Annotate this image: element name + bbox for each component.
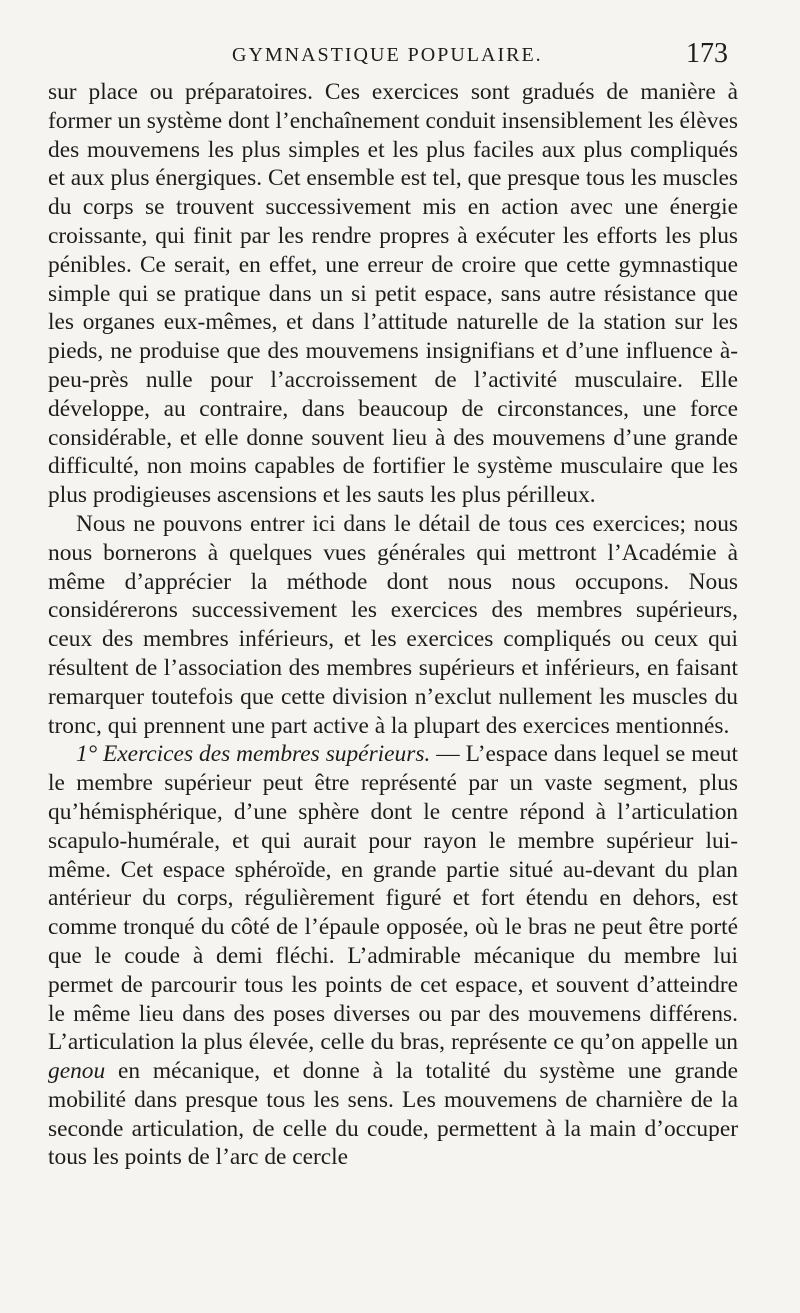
body-text [48, 78, 738, 1172]
emphasized-word: genou [48, 1058, 106, 1085]
paragraph-3-part-b: en mécanique, et donne à la totalité du système une grande mobilité dans presque tous les sens. Les mouvemens de charnière de la seconde articulation, de celle du coude, permettent à la main d’occuper tous les points de l’arc de cercle [48, 1058, 738, 1171]
page-header [0, 38, 800, 68]
paragraph-1: sur place ou préparatoires. Ces exercices sont gradués de manière à former un système dont l’enchaînement conduit insensiblement les élèves des mouvemens les plus simples et les plus faciles aux plus compliqués et aux plus énergiques. Cet ensemble est tel, que presque tous les muscles du corps se trouvent successivement mis en action avec une énergie croissante, qui finit par les rendre propres à exécuter les efforts les plus pénibles. Ce serait, en effet, une erreur de croire que cette gymnastique simple qui se pratique dans un si petit espace, sans autre résistance que les organes eux-mêmes, et dans l’attitude naturelle de la station sur les pieds, ne produise que des mouvemens insignifians et d’une influence à-peu-près nulle pour l’accroissement de l’activité musculaire. Elle développe, au contraire, dans beaucoup de circonstances, une force considérable, et elle donne souvent lieu à des mouvemens d’une grande difficulté, non moins capables de fortifier le système musculaire que les plus prodigieuses ascensions et les sauts les plus périlleux. [48, 79, 738, 509]
page-number: 173 [686, 38, 728, 69]
paragraph-3 [48, 740, 738, 1172]
section-heading: 1° Exercices des membres supérieurs. [76, 741, 431, 768]
paragraph-3-part-a: — L’espace dans lequel se meut le membre supérieur peut être représenté par un vaste segment, plus qu’hémisphérique, d’une sphère dont le centre répond à l’articulation scapulo-humérale, et qui aurait pour rayon le membre supérieur lui-même. Cet espace sphéroïde, en grande partie situé au-devant du plan antérieur du corps, régulièrement figuré et fort étendu en dehors, est comme tronqué du côté de l’épaule opposée, où le bras ne peut être porté que le coude à demi fléchi. L’admirable mécanique du membre lui permet de parcourir tous les points de cet espace, et souvent d’atteindre le même lieu dans des poses diverses ou par des mouvemens différens. L’articulation la plus élevée, celle du bras, représente ce qu’on appelle un [48, 741, 738, 1056]
paragraph-2: Nous ne pouvons entrer ici dans le détail de tous ces exercices; nous nous bornerons à quelques vues générales qui mettront l’Académie à même d’apprécier la méthode dont nous nous occupons. Nous considérerons successivement les exercices des membres supérieurs, ceux des membres inférieurs, et les exercices compliqués ou ceux qui résultent de l’association des membres supérieurs et inférieurs, en faisant remarquer toutefois que cette division n’exclut nullement les muscles du tronc, qui prennent une part active à la plupart des exercices mentionnés. [48, 510, 738, 739]
running-title: GYMNASTIQUE POPULAIRE. [232, 44, 543, 66]
